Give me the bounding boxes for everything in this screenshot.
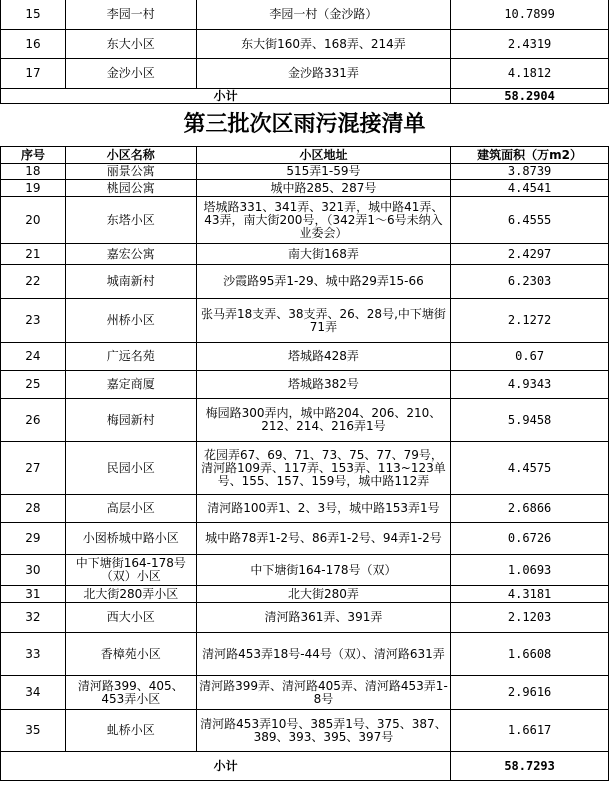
row-number: 16 <box>1 30 66 59</box>
community-address: 北大街280弄 <box>196 586 451 603</box>
row-number: 17 <box>1 59 66 89</box>
row-number: 31 <box>1 586 66 603</box>
row-number: 35 <box>1 710 66 752</box>
building-area: 10.7899 <box>451 0 609 30</box>
community-address: 清河路399弄、清河路405弄、清河路453弄1-8号 <box>196 676 451 710</box>
community-name: 嘉定商厦 <box>65 371 196 399</box>
row-number: 33 <box>1 633 66 676</box>
community-name: 梅园新村 <box>65 399 196 442</box>
community-address: 塔城路428弄 <box>196 343 451 371</box>
community-address: 沙霞路95弄1-29、城中路29弄15-66 <box>196 265 451 299</box>
building-area: 4.4541 <box>451 180 609 197</box>
header-name: 小区名称 <box>65 147 196 164</box>
building-area: 1.0693 <box>451 555 609 586</box>
community-address: 塔城路382号 <box>196 371 451 399</box>
building-area: 3.8739 <box>451 164 609 180</box>
row-number: 30 <box>1 555 66 586</box>
table-row <box>1 164 609 180</box>
header-address: 小区地址 <box>196 147 451 164</box>
table-row <box>1 603 609 633</box>
community-name: 东大小区 <box>65 30 196 59</box>
community-name: 西大小区 <box>65 603 196 633</box>
main-table <box>0 146 609 781</box>
building-area: 5.9458 <box>451 399 609 442</box>
table-row <box>1 371 609 399</box>
table-row <box>1 586 609 603</box>
row-number: 26 <box>1 399 66 442</box>
community-address: 515弄1-59号 <box>196 164 451 180</box>
community-address: 城中路285、287号 <box>196 180 451 197</box>
building-area: 6.4555 <box>451 197 609 244</box>
table-row <box>1 30 609 59</box>
community-address: 梅园路300弄内，城中路204、206、210、212、214、216弄1号 <box>196 399 451 442</box>
subtotal-label: 小计 <box>1 752 451 781</box>
community-address: 中下塘街164-178号（双） <box>196 555 451 586</box>
community-address: 张马弄18支弄、38支弄、26、28号,中下塘街71弄 <box>196 299 451 343</box>
building-area: 2.6866 <box>451 495 609 523</box>
community-address: 花园弄67、69、71、73、75、77、79号，清河路109弄、117弄、153弄、113~123单号、155、157、159号，城中路112弄 <box>196 442 451 495</box>
building-area: 2.1272 <box>451 299 609 343</box>
table-row <box>1 197 609 244</box>
row-number: 23 <box>1 299 66 343</box>
building-area: 0.67 <box>451 343 609 371</box>
section-title: 第三批次区雨污混接清单 <box>183 112 426 137</box>
community-name: 丽景公寓 <box>65 164 196 180</box>
community-name: 虬桥小区 <box>65 710 196 752</box>
table-row <box>1 59 609 89</box>
community-address: 城中路78弄1-2号、86弄1-2号、94弄1-2号 <box>196 523 451 555</box>
building-area: 4.4575 <box>451 442 609 495</box>
community-address: 李园一村（金沙路） <box>196 0 451 30</box>
top-table <box>0 0 609 104</box>
community-address: 清河路453弄10号、385弄1号、375、387、389、393、395、397号 <box>196 710 451 752</box>
community-name: 桃园公寓 <box>65 180 196 197</box>
building-area: 4.3181 <box>451 586 609 603</box>
building-area: 0.6726 <box>451 523 609 555</box>
table-row <box>1 555 609 586</box>
community-name: 清河路399、405、453弄小区 <box>65 676 196 710</box>
row-number: 21 <box>1 244 66 265</box>
table-row <box>1 495 609 523</box>
building-area: 2.9616 <box>451 676 609 710</box>
row-number: 25 <box>1 371 66 399</box>
building-area: 2.4319 <box>451 30 609 59</box>
community-name: 州桥小区 <box>65 299 196 343</box>
building-area: 6.2303 <box>451 265 609 299</box>
table-row <box>1 442 609 495</box>
table-row <box>1 244 609 265</box>
community-name: 城南新村 <box>65 265 196 299</box>
table-row <box>1 343 609 371</box>
table-row <box>1 0 609 30</box>
subtotal-label: 小计 <box>1 89 451 104</box>
community-name: 嘉宏公寓 <box>65 244 196 265</box>
table-row <box>1 710 609 752</box>
table-row <box>1 633 609 676</box>
row-number: 15 <box>1 0 66 30</box>
header-no: 序号 <box>1 147 66 164</box>
table-row <box>1 399 609 442</box>
community-name: 金沙小区 <box>65 59 196 89</box>
subtotal-row <box>1 752 609 781</box>
building-area: 1.6608 <box>451 633 609 676</box>
row-number: 29 <box>1 523 66 555</box>
community-address: 清河路100弄1、2、3号，城中路153弄1号 <box>196 495 451 523</box>
table-row <box>1 523 609 555</box>
community-address: 清河路453弄18号-44号（双）、清河路631弄 <box>196 633 451 676</box>
community-address: 南大街168弄 <box>196 244 451 265</box>
building-area: 2.4297 <box>451 244 609 265</box>
building-area: 1.6617 <box>451 710 609 752</box>
building-area: 4.9343 <box>451 371 609 399</box>
subtotal-row <box>1 89 609 104</box>
table-row <box>1 299 609 343</box>
building-area: 4.1812 <box>451 59 609 89</box>
community-name: 中下塘街164-178号（双）小区 <box>65 555 196 586</box>
row-number: 24 <box>1 343 66 371</box>
subtotal-value: 58.7293 <box>451 752 609 781</box>
community-name: 民园小区 <box>65 442 196 495</box>
row-number: 27 <box>1 442 66 495</box>
community-name: 小囡桥城中路小区 <box>65 523 196 555</box>
row-number: 18 <box>1 164 66 180</box>
header-area: 建筑面积（万m2） <box>451 147 609 164</box>
table-row <box>1 676 609 710</box>
building-area: 2.1203 <box>451 603 609 633</box>
community-name: 广远名苑 <box>65 343 196 371</box>
row-number: 32 <box>1 603 66 633</box>
community-address: 塔城路331、341弄、321弄，城中路41弄、43弄，南大街200号，（342弄1～6号未纳入业委会） <box>196 197 451 244</box>
row-number: 20 <box>1 197 66 244</box>
community-name: 李园一村 <box>65 0 196 30</box>
community-name: 东塔小区 <box>65 197 196 244</box>
table-row <box>1 180 609 197</box>
community-name: 高层小区 <box>65 495 196 523</box>
community-address: 金沙路331弄 <box>196 59 451 89</box>
community-name: 香樟苑小区 <box>65 633 196 676</box>
header-row <box>1 147 609 164</box>
table-row <box>1 265 609 299</box>
community-address: 东大街160弄、168弄、214弄 <box>196 30 451 59</box>
community-name: 北大街280弄小区 <box>65 586 196 603</box>
row-number: 34 <box>1 676 66 710</box>
row-number: 22 <box>1 265 66 299</box>
row-number: 28 <box>1 495 66 523</box>
community-address: 清河路361弄、391弄 <box>196 603 451 633</box>
subtotal-value: 58.2904 <box>451 89 609 104</box>
row-number: 19 <box>1 180 66 197</box>
